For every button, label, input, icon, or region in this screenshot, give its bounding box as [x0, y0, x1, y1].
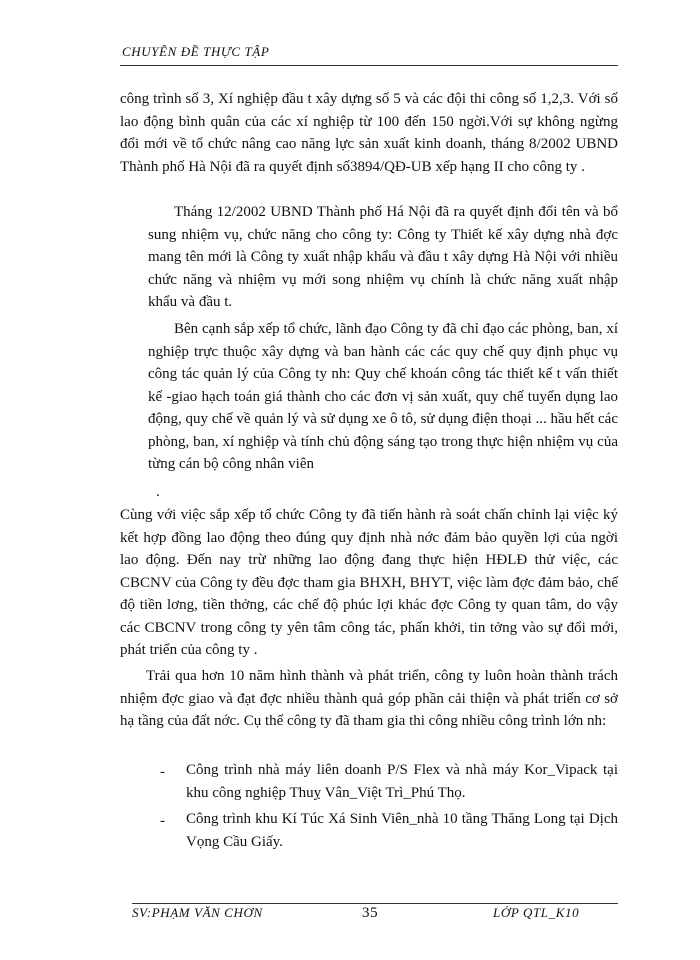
footer-divider — [132, 903, 618, 904]
list-item-text: Công trình nhà máy liên doanh P/S Flex và nhà máy Kor_Vipack tại khu công nghiệp Thuỵ Vân_Việt Trì_Phú Thọ. — [186, 762, 618, 801]
paragraph-text: công trình số 3, Xí nghiệp đầu t xây dựng số 5 và các đội thi công số 1,2,3. Với số lao động bình quân của các xí nghiệp từ 100 đến 150 ngời.Với sự không ngừng đổi mới về tổ chức nâng cao năng lực sản xuất kinh doanh, tháng 8/2002 UBND Thành phố Hà Nội đã ra quyết định số3894/QĐ-UB xếp hạng II cho công ty . — [120, 91, 618, 175]
header-title: CHUYÊN ĐỀ THỰC TẬP — [122, 44, 270, 59]
footer-class-name: LỚP QTL_K10 — [493, 905, 580, 920]
header-divider — [120, 65, 618, 66]
body-paragraph-5 — [120, 665, 618, 733]
project-list — [160, 759, 618, 857]
page-number: 35 — [362, 905, 379, 921]
paragraph-3-end-mark: . — [156, 484, 160, 500]
paragraph-text: Tháng 12/2002 UBND Thành phố Há Nội đã ra quyết định đổi tên và bổ sung nhiệm vụ, chức năng cho công ty: Công ty Thiết kế xây dựng nhà đợc mang tên mới là Công ty xuất nhập khẩu và đầu t xây dựng Hà Nội với nhiều chức năng và nhiệm vụ mới song nhiệm vụ chính là chức năng xuất nhập khẩu và đầu t. — [148, 204, 618, 310]
dash-bullet-icon: - — [160, 813, 165, 829]
body-paragraph-1 — [120, 88, 618, 178]
body-paragraph-4 — [120, 504, 618, 662]
body-paragraph-3 — [148, 318, 618, 476]
dash-bullet-icon: - — [160, 764, 165, 780]
paragraph-text: Trải qua hơn 10 năm hình thành và phát triển, công ty luôn hoàn thành trách nhiệm đợc giao và đạt đợc nhiều thành quả góp phần cải thiện và phát triển cơ sở hạ tầng của đất nớc. Cụ thể công ty đã tham gia thi công nhiều công trình lớn nh: — [120, 668, 618, 729]
list-item — [160, 808, 618, 853]
paragraph-text: Cùng với việc sắp xếp tổ chức Công ty đã tiến hành rà soát chấn chỉnh lại việc ký kết hợp đồng lao động theo đúng quy định nhà nớc đảm bảo quyền lợi của ngời lao động. Đến nay trừ những lao động đang thực hiện HĐLĐ thử việc, các CBCNV của Công ty đều đợc tham gia BHXH, BHYT, việc làm đợc đảm bảo, chế độ tiền lơng, tiền thởng, các chế độ phúc lợi khác đợc Công ty quan tâm, do vậy các CBCNV trong công ty yên tâm công tác, phấn khởi, tin tởng vào sự đổi mới, phát triển của công ty . — [120, 507, 618, 658]
list-item — [160, 759, 618, 804]
paragraph-text: Bên cạnh sắp xếp tổ chức, lãnh đạo Công ty đã chỉ đạo các phòng, ban, xí nghiệp trực thuộc xây dựng và ban hành các các quy chế quy định phục vụ công tác quản lý của Công ty nh: Quy chế khoán công tác thiết kế t vấn thiết kế -giao hạch toán giá thành cho các đơn vị sản xuất, quy chế tuyển dụng lao động, quy chế về quản lý và sử dụng xe ô tô, sử dụng điện thoại ... hầu hết các phòng, ban, xí nghiệp và tính chủ động sáng tạo trong thực hiện nhiệm vụ của từng cán bộ công nhân viên — [148, 321, 618, 472]
footer-student-name: SV:PHẠM VĂN CHƠN — [132, 905, 263, 920]
list-item-text: Công trình khu Kí Túc Xá Sinh Viên_nhà 10 tầng Thăng Long tại Dịch Vọng Cầu Giấy. — [186, 811, 618, 850]
body-paragraph-2 — [148, 201, 618, 314]
